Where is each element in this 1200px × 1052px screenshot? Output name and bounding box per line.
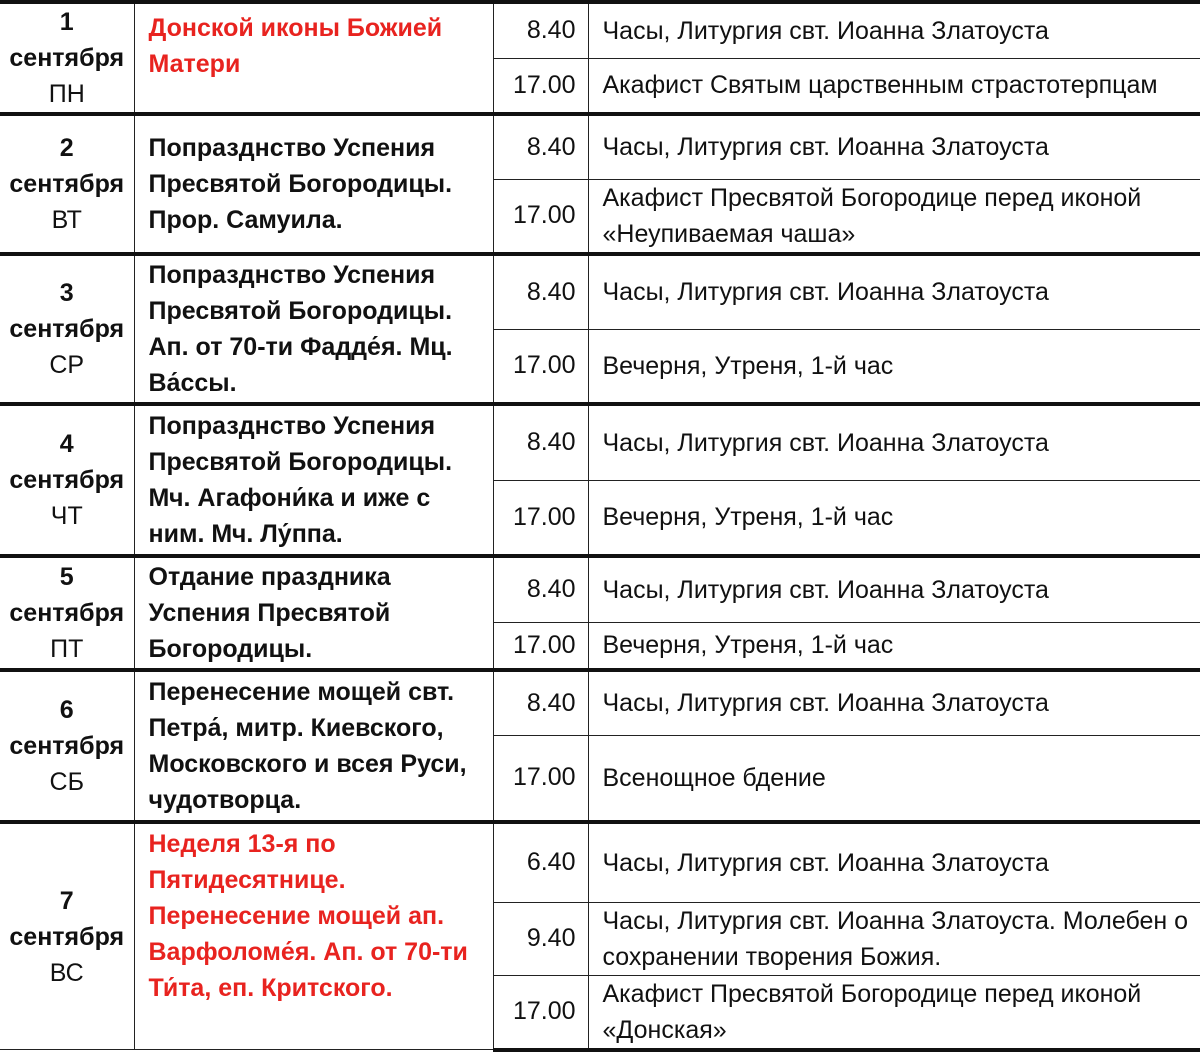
date-cell xyxy=(0,404,134,556)
service-description: Часы, Литургия свт. Иоанна Златоуста xyxy=(588,556,1200,622)
day-of-week: СР xyxy=(49,351,85,379)
date-cell xyxy=(0,670,134,822)
service-time: 17.00 xyxy=(493,179,588,254)
date-cell xyxy=(0,254,134,404)
service-description: Акафист Пресвятой Богородице перед иконой «Неупиваемая чаша» xyxy=(588,179,1200,254)
service-description: Часы, Литургия свт. Иоанна Златоуста xyxy=(588,2,1200,58)
day-number: 1 xyxy=(59,8,74,36)
service-time: 8.40 xyxy=(493,556,588,622)
date-cell xyxy=(0,556,134,670)
service-time: 17.00 xyxy=(493,58,588,114)
service-description: Вечерня, Утреня, 1-й час xyxy=(588,329,1200,404)
day-month: сентября xyxy=(9,599,125,627)
service-description: Часы, Литургия свт. Иоанна Златоуста xyxy=(588,404,1200,480)
feast-name: Попразднство Успения Пресвятой Богородицы. Мч. Агафони́ка и иже с ним. Мч. Лу́ппа. xyxy=(134,404,493,556)
day-number: 4 xyxy=(59,430,74,458)
day-of-week: СБ xyxy=(49,768,84,796)
day-month: сентября xyxy=(9,466,125,494)
day-number: 2 xyxy=(59,134,74,162)
table-row xyxy=(0,254,1200,329)
service-description: Акафист Пресвятой Богородице перед иконой «Донская» xyxy=(588,975,1200,1050)
service-time: 17.00 xyxy=(493,622,588,670)
service-time: 6.40 xyxy=(493,822,588,902)
service-time: 17.00 xyxy=(493,480,588,556)
feast-name: Отдание праздника Успения Пресвятой Богородицы. xyxy=(134,556,493,670)
service-time: 8.40 xyxy=(493,404,588,480)
table-row xyxy=(0,404,1200,480)
service-time: 9.40 xyxy=(493,902,588,975)
feast-name: Перенесение мощей свт. Петра́, митр. Киевского, Московского и всея Руси, чудотворца. xyxy=(134,670,493,822)
service-description: Часы, Литургия свт. Иоанна Златоуста xyxy=(588,670,1200,735)
table-row xyxy=(0,670,1200,735)
table-row xyxy=(0,114,1200,179)
table-row xyxy=(0,556,1200,622)
day-month: сентября xyxy=(9,732,125,760)
day-number: 3 xyxy=(59,279,74,307)
day-number: 7 xyxy=(59,886,74,915)
service-description: Вечерня, Утреня, 1-й час xyxy=(588,480,1200,556)
service-time: 8.40 xyxy=(493,114,588,179)
day-month: сентября xyxy=(9,315,125,343)
service-description: Вечерня, Утреня, 1-й час xyxy=(588,622,1200,670)
feast-name: Донской иконы Божией Матери xyxy=(134,2,493,114)
feast-name: Попразднство Успения Пресвятой Богородицы. Прор. Самуила. xyxy=(134,114,493,254)
day-of-week: ПН xyxy=(48,80,85,108)
service-description: Всенощное бдение xyxy=(588,735,1200,822)
service-description: Часы, Литургия свт. Иоанна Златоуста xyxy=(588,254,1200,329)
day-of-week: ВС xyxy=(49,958,84,987)
service-time: 8.40 xyxy=(493,2,588,58)
feast-name: Неделя 13-я по Пятидесятнице. Перенесение мощей ап. Варфоломе́я. Ап. от 70-ти Ти́та, еп. Критского. xyxy=(134,822,493,1050)
day-of-week: ПТ xyxy=(50,635,84,663)
day-number: 5 xyxy=(59,563,74,591)
day-month: сентября xyxy=(9,922,125,951)
service-description: Часы, Литургия свт. Иоанна Златоуста. Молебен о сохранении творения Божия. xyxy=(588,902,1200,975)
service-description: Акафист Святым царственным страстотерпцам xyxy=(588,58,1200,114)
service-description: Часы, Литургия свт. Иоанна Златоуста xyxy=(588,822,1200,902)
day-of-week: ЧТ xyxy=(50,502,83,530)
date-cell xyxy=(0,114,134,254)
table-row xyxy=(0,2,1200,58)
day-number: 6 xyxy=(59,696,74,724)
service-time: 8.40 xyxy=(493,670,588,735)
service-description: Часы, Литургия свт. Иоанна Златоуста xyxy=(588,114,1200,179)
service-time: 17.00 xyxy=(493,735,588,822)
table-row xyxy=(0,822,1200,902)
day-month: сентября xyxy=(9,170,125,198)
service-time: 17.00 xyxy=(493,975,588,1050)
date-cell xyxy=(0,2,134,114)
service-time: 8.40 xyxy=(493,254,588,329)
date-cell xyxy=(0,822,134,1050)
day-month: сентября xyxy=(9,44,125,72)
service-time: 17.00 xyxy=(493,329,588,404)
day-of-week: ВТ xyxy=(51,206,82,234)
feast-name: Попразднство Успения Пресвятой Богородицы. Ап. от 70-ти Фадде́я. Мц. Ва́ссы. xyxy=(134,254,493,404)
